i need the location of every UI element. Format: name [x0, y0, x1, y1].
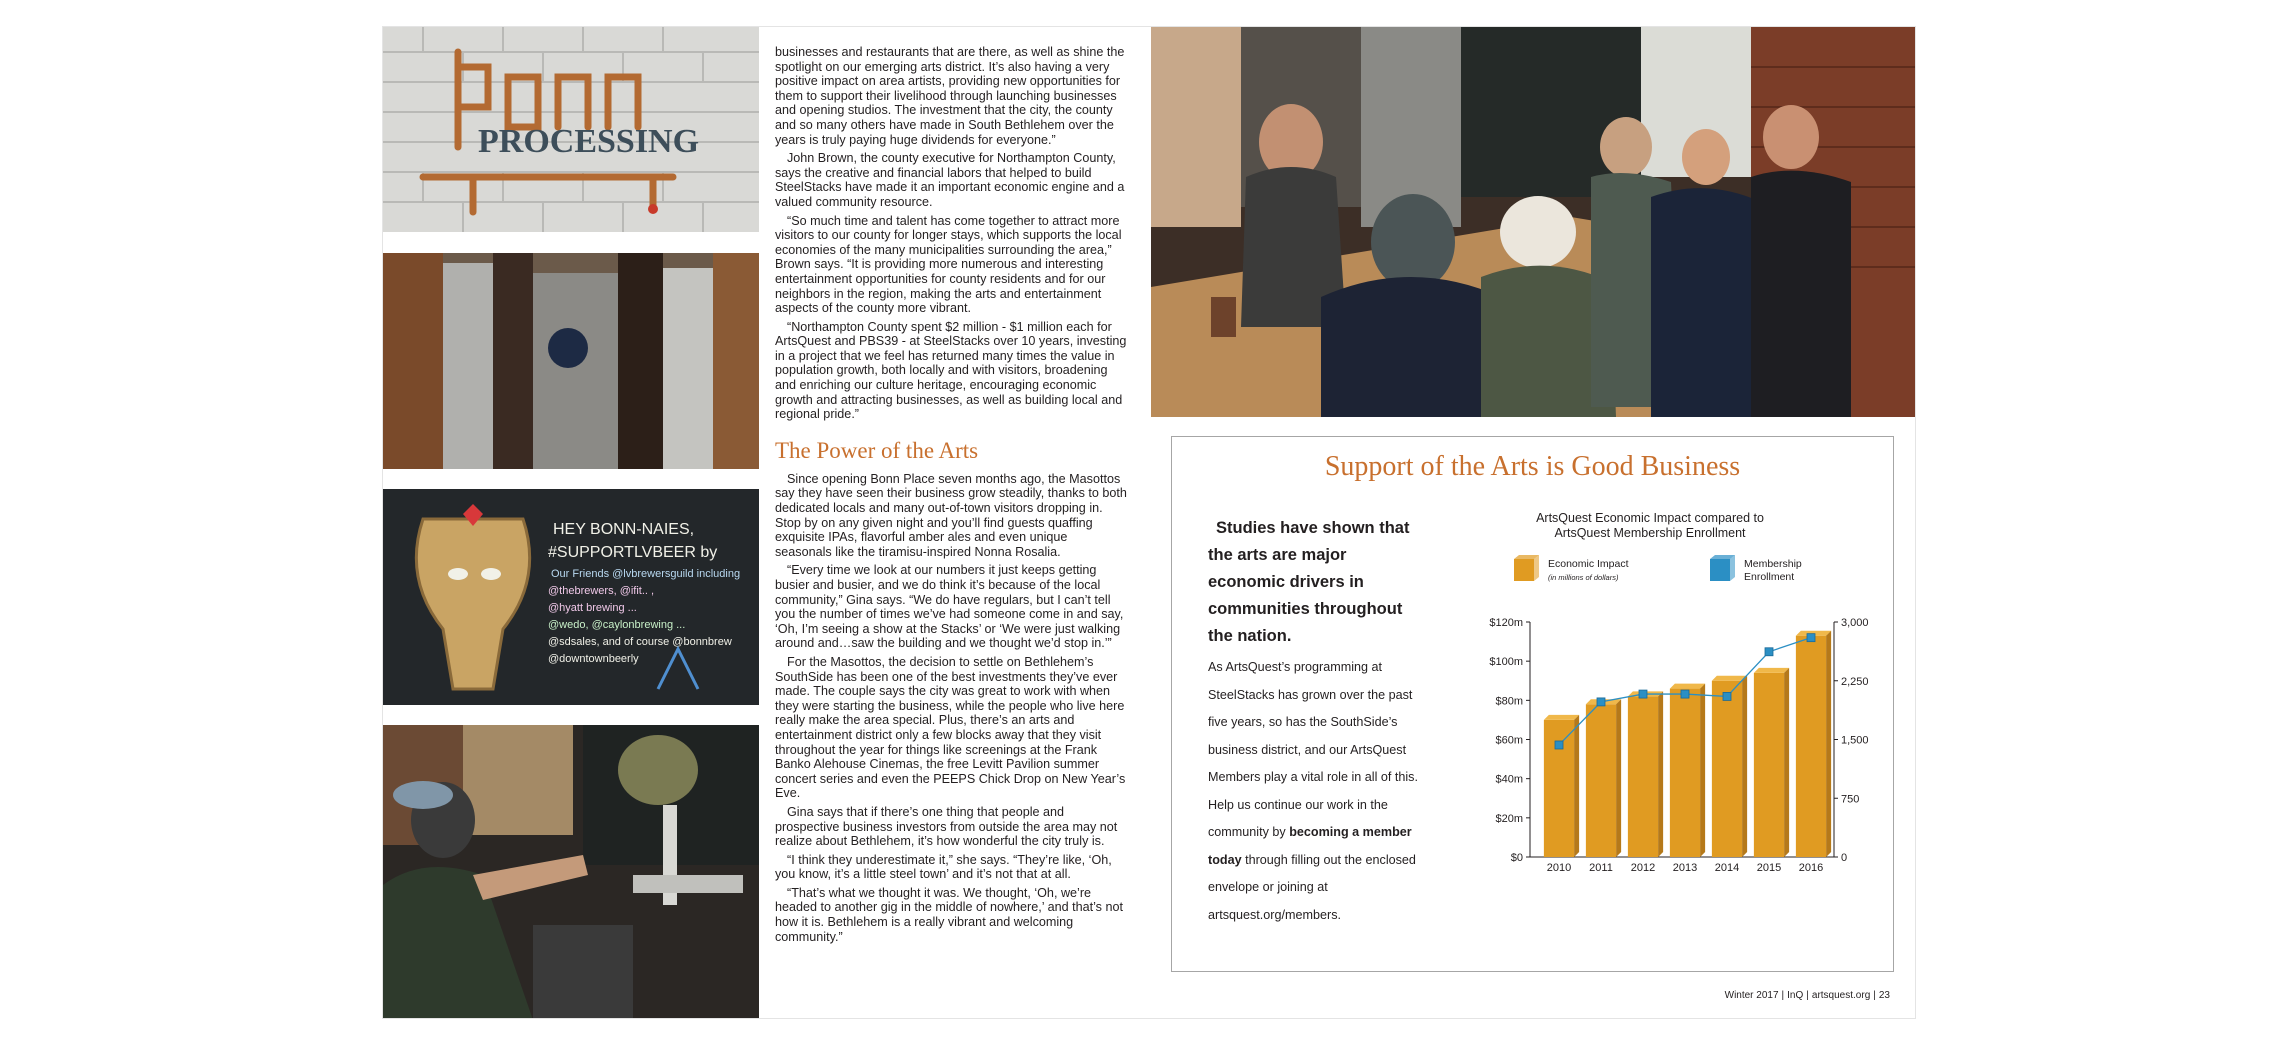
- article-paragraph: Gina says that if there’s one thing that people and prospective business investors from outside the area may not realize about Bethlehem, it’s how wonderful the city truly is.: [775, 804, 1118, 849]
- membership-point-2013: [1681, 690, 1689, 698]
- footer-issue: Winter 2017: [1724, 990, 1779, 1001]
- chart-title-line-2: ArtsQuest Membership Enrollment: [1554, 526, 1746, 540]
- bar-2014: [1712, 681, 1742, 857]
- sidebar-copy: [1208, 515, 1418, 929]
- chart-title-line-1: ArtsQuest Economic Impact compared to: [1536, 511, 1764, 525]
- membership-point-2016: [1807, 634, 1815, 642]
- bar-2012: [1628, 696, 1658, 857]
- article-paragraph: “I think they underestimate it,” she says. “They’re like, ‘Oh, you know, it’s a little steel town’ and it’s not that at all.: [775, 852, 1112, 882]
- left-tick-label: $0: [1510, 852, 1523, 864]
- left-tick-label: $120m: [1489, 617, 1523, 629]
- right-tick-label: 0: [1841, 852, 1848, 864]
- photo-bonn-processing-sign: [383, 27, 759, 232]
- legend-label: Economic Impact: [1548, 558, 1629, 570]
- article-paragraph: “Every time we look at our numbers it just keeps getting busier and busier, and we do think it’s because of the local community,” Gina says. “We do have regulars, but I can’t tell you the number of times we’ve had someone come in and say, ‘Oh, I’m seeing a show at the Stacks’ or ‘We were just walking around and…saw the building and we thought we’d stop in.’”: [775, 563, 1124, 651]
- footer-page-number: 23: [1878, 990, 1890, 1001]
- sign-text: PROCESSING: [478, 123, 700, 160]
- legend-sublabel: Enrollment: [1744, 571, 1795, 583]
- sidebar-body: [1208, 654, 1418, 929]
- footer-site: artsquest.org: [1811, 990, 1871, 1001]
- article-paragraph: For the Masottos, the decision to settle on Bethlehem’s SouthSide has been one of the best investments they’ve ever made. The couple says the city was great to work with when they were starting the business, while the people who live here really make the area special. Plus, there’s an arts and entertainment district only a few blocks away that they visit throughout the year for things like screenings at the Frank Banko Alehouse Cinemas, the free Levitt Pavilion summer concert series and even the PEEPS Chick Drop on New Year’s Eve.: [775, 654, 1126, 801]
- x-tick-label-2010: 2010: [1546, 862, 1572, 874]
- chalk-line-1: HEY BONN-NAIES,: [553, 521, 695, 538]
- article-text-column: [775, 45, 1127, 948]
- chalk-line-2: #SUPPORTLVBEER by: [548, 544, 718, 561]
- sidebar-title: Support of the Arts is Good Business: [1324, 451, 1741, 482]
- left-tick-label: $80m: [1495, 695, 1523, 708]
- right-tick-label: 1,500: [1841, 734, 1869, 747]
- economic-impact-chart: [1472, 507, 1892, 967]
- bar-side-2012: [1658, 691, 1663, 857]
- sidebar-body-pre: As ArtsQuest’s programming at SteelStacks has grown over the past five years, so has the SouthSide’s business district, and our ArtsQuest Members play a vital role in all of this. Help us continue our work in the community by: [1208, 660, 1418, 839]
- bar-side-2010: [1574, 715, 1579, 857]
- bar-side-2015: [1784, 668, 1789, 857]
- bar-top-2013: [1670, 684, 1705, 689]
- chalk-line-6: @wedo, @caylonbrewing ...: [548, 619, 686, 631]
- magazine-page: [382, 26, 1916, 1019]
- chalk-line-3: Our Friends @lvbrewersguild including: [551, 568, 741, 580]
- left-tick-label: $100m: [1489, 656, 1523, 669]
- right-tick-label: 3,000: [1841, 617, 1869, 629]
- photo-bartender-taps: [383, 725, 759, 1019]
- membership-point-2012: [1639, 690, 1647, 698]
- bar-side-2011: [1616, 699, 1621, 857]
- membership-point-2010: [1555, 741, 1563, 749]
- section-heading: The Power of the Arts: [775, 437, 979, 463]
- bar-side-2013: [1700, 684, 1705, 857]
- sidebar-box: [1171, 436, 1894, 972]
- chalk-line-5: @hyatt brewing ...: [548, 602, 637, 614]
- legend-swatch-side: [1534, 555, 1539, 581]
- photo-bar-crowd: [1151, 27, 1916, 417]
- membership-point-2015: [1765, 648, 1773, 656]
- bar-2016: [1796, 636, 1826, 857]
- bar-side-2014: [1742, 676, 1747, 857]
- x-tick-label-2012: 2012: [1630, 862, 1656, 874]
- membership-point-2011: [1597, 698, 1605, 706]
- x-tick-label-2014: 2014: [1714, 862, 1740, 874]
- legend-sublabel: (in millions of dollars): [1548, 573, 1619, 582]
- chalk-line-4: @thebrewers, @ifit.. ,: [548, 585, 655, 597]
- right-tick-label: 750: [1841, 793, 1860, 806]
- bar-side-2016: [1826, 631, 1831, 857]
- legend-swatch: [1710, 559, 1730, 581]
- article-paragraph: Since opening Bonn Place seven months ago, the Masottos say they have seen their business grow steadily, thanks to both dedicated locals and many out-of-town visitors dropping in. Stop by on any given night and you’ll find guests quaffing exquisite IPAs, flavorful amber ales and even unique seasonals like the tiramisu-inspired Nonna Rosalia.: [775, 471, 1127, 559]
- chalk-line-7: @sdsales, and of course @bonnbrew: [548, 636, 732, 648]
- footer-magazine: InQ: [1787, 990, 1804, 1001]
- left-tick-label: $60m: [1495, 734, 1523, 747]
- sidebar-lead: Studies have shown that the arts are major economic drivers in communities throughout the nation.: [1208, 519, 1410, 645]
- x-tick-label-2011: 2011: [1589, 862, 1613, 874]
- membership-point-2014: [1723, 692, 1731, 700]
- article-paragraph: businesses and restaurants that are there, as well as shine the spotlight on our emerging arts district. It’s also having a very positive impact on area artists, providing new opportunities for them to support their livelihood through launching businesses and opening studios. The investment that the city, the county and so many others have made in South Bethlehem over the years is truly paying huge dividends for everyone.”: [775, 45, 1125, 147]
- bar-top-2015: [1754, 668, 1789, 673]
- article-paragraph: John Brown, the county executive for Northampton County, says the creative and financial labors that helped to build SteelStacks have made it an important economic engine and a valued community resource.: [775, 151, 1125, 209]
- x-tick-label-2015: 2015: [1756, 862, 1782, 874]
- x-tick-label-2013: 2013: [1672, 862, 1698, 874]
- sidebar-body-post: through filling out the enclosed envelope or joining at artsquest.org/members.: [1208, 852, 1416, 922]
- left-tick-label: $20m: [1495, 812, 1523, 825]
- chalk-line-8: @downtownbeerly: [548, 653, 639, 665]
- legend-label: Membership: [1744, 558, 1802, 570]
- left-tick-label: $40m: [1495, 773, 1523, 786]
- right-tick-label: 2,250: [1841, 675, 1869, 688]
- x-tick-label-2016: 2016: [1798, 862, 1824, 874]
- page-footer: Winter 2017 | InQ | artsquest.org | 23: [1724, 990, 1890, 1001]
- bar-top-2010: [1544, 715, 1579, 720]
- bar-2011: [1586, 704, 1616, 857]
- bar-2015: [1754, 673, 1784, 857]
- article-paragraph: “Northampton County spent $2 million - $1 million each for ArtsQuest and PBS39 - at SteelStacks over 10 years, investing in a project that we feel has returned many times the value in population growth, both locally and with visitors, broadening and enriching our culture heritage, encouraging economic growth and attracting businesses, as well as building local and regional pride.”: [775, 319, 1127, 422]
- legend-swatch-side: [1730, 555, 1735, 581]
- bar-2010: [1544, 720, 1574, 857]
- photo-chalkboard-art: [383, 489, 759, 705]
- legend-swatch: [1514, 559, 1534, 581]
- article-paragraph: “So much time and talent has come together to attract more visitors to our county for longer stays, which supports the local economies of the many municipalities surrounding the area,” Brown says. “It is providing more numerous and interesting entertainment opportunities for county residents and for our neighbors in the region, making the arts and entertainment aspects of the county more vibrant.: [775, 213, 1122, 316]
- article-paragraph: “That’s what we thought it was. We thought, ‘Oh, we’re headed to another gig in the middle of nowhere,’ and that’s not how it is. Bethlehem is a really vibrant and welcoming community.”: [775, 885, 1123, 944]
- sidebar-body-bold: becoming a member today: [1208, 825, 1412, 867]
- bar-2013: [1670, 689, 1700, 857]
- photo-brewery-tanks: [383, 253, 759, 469]
